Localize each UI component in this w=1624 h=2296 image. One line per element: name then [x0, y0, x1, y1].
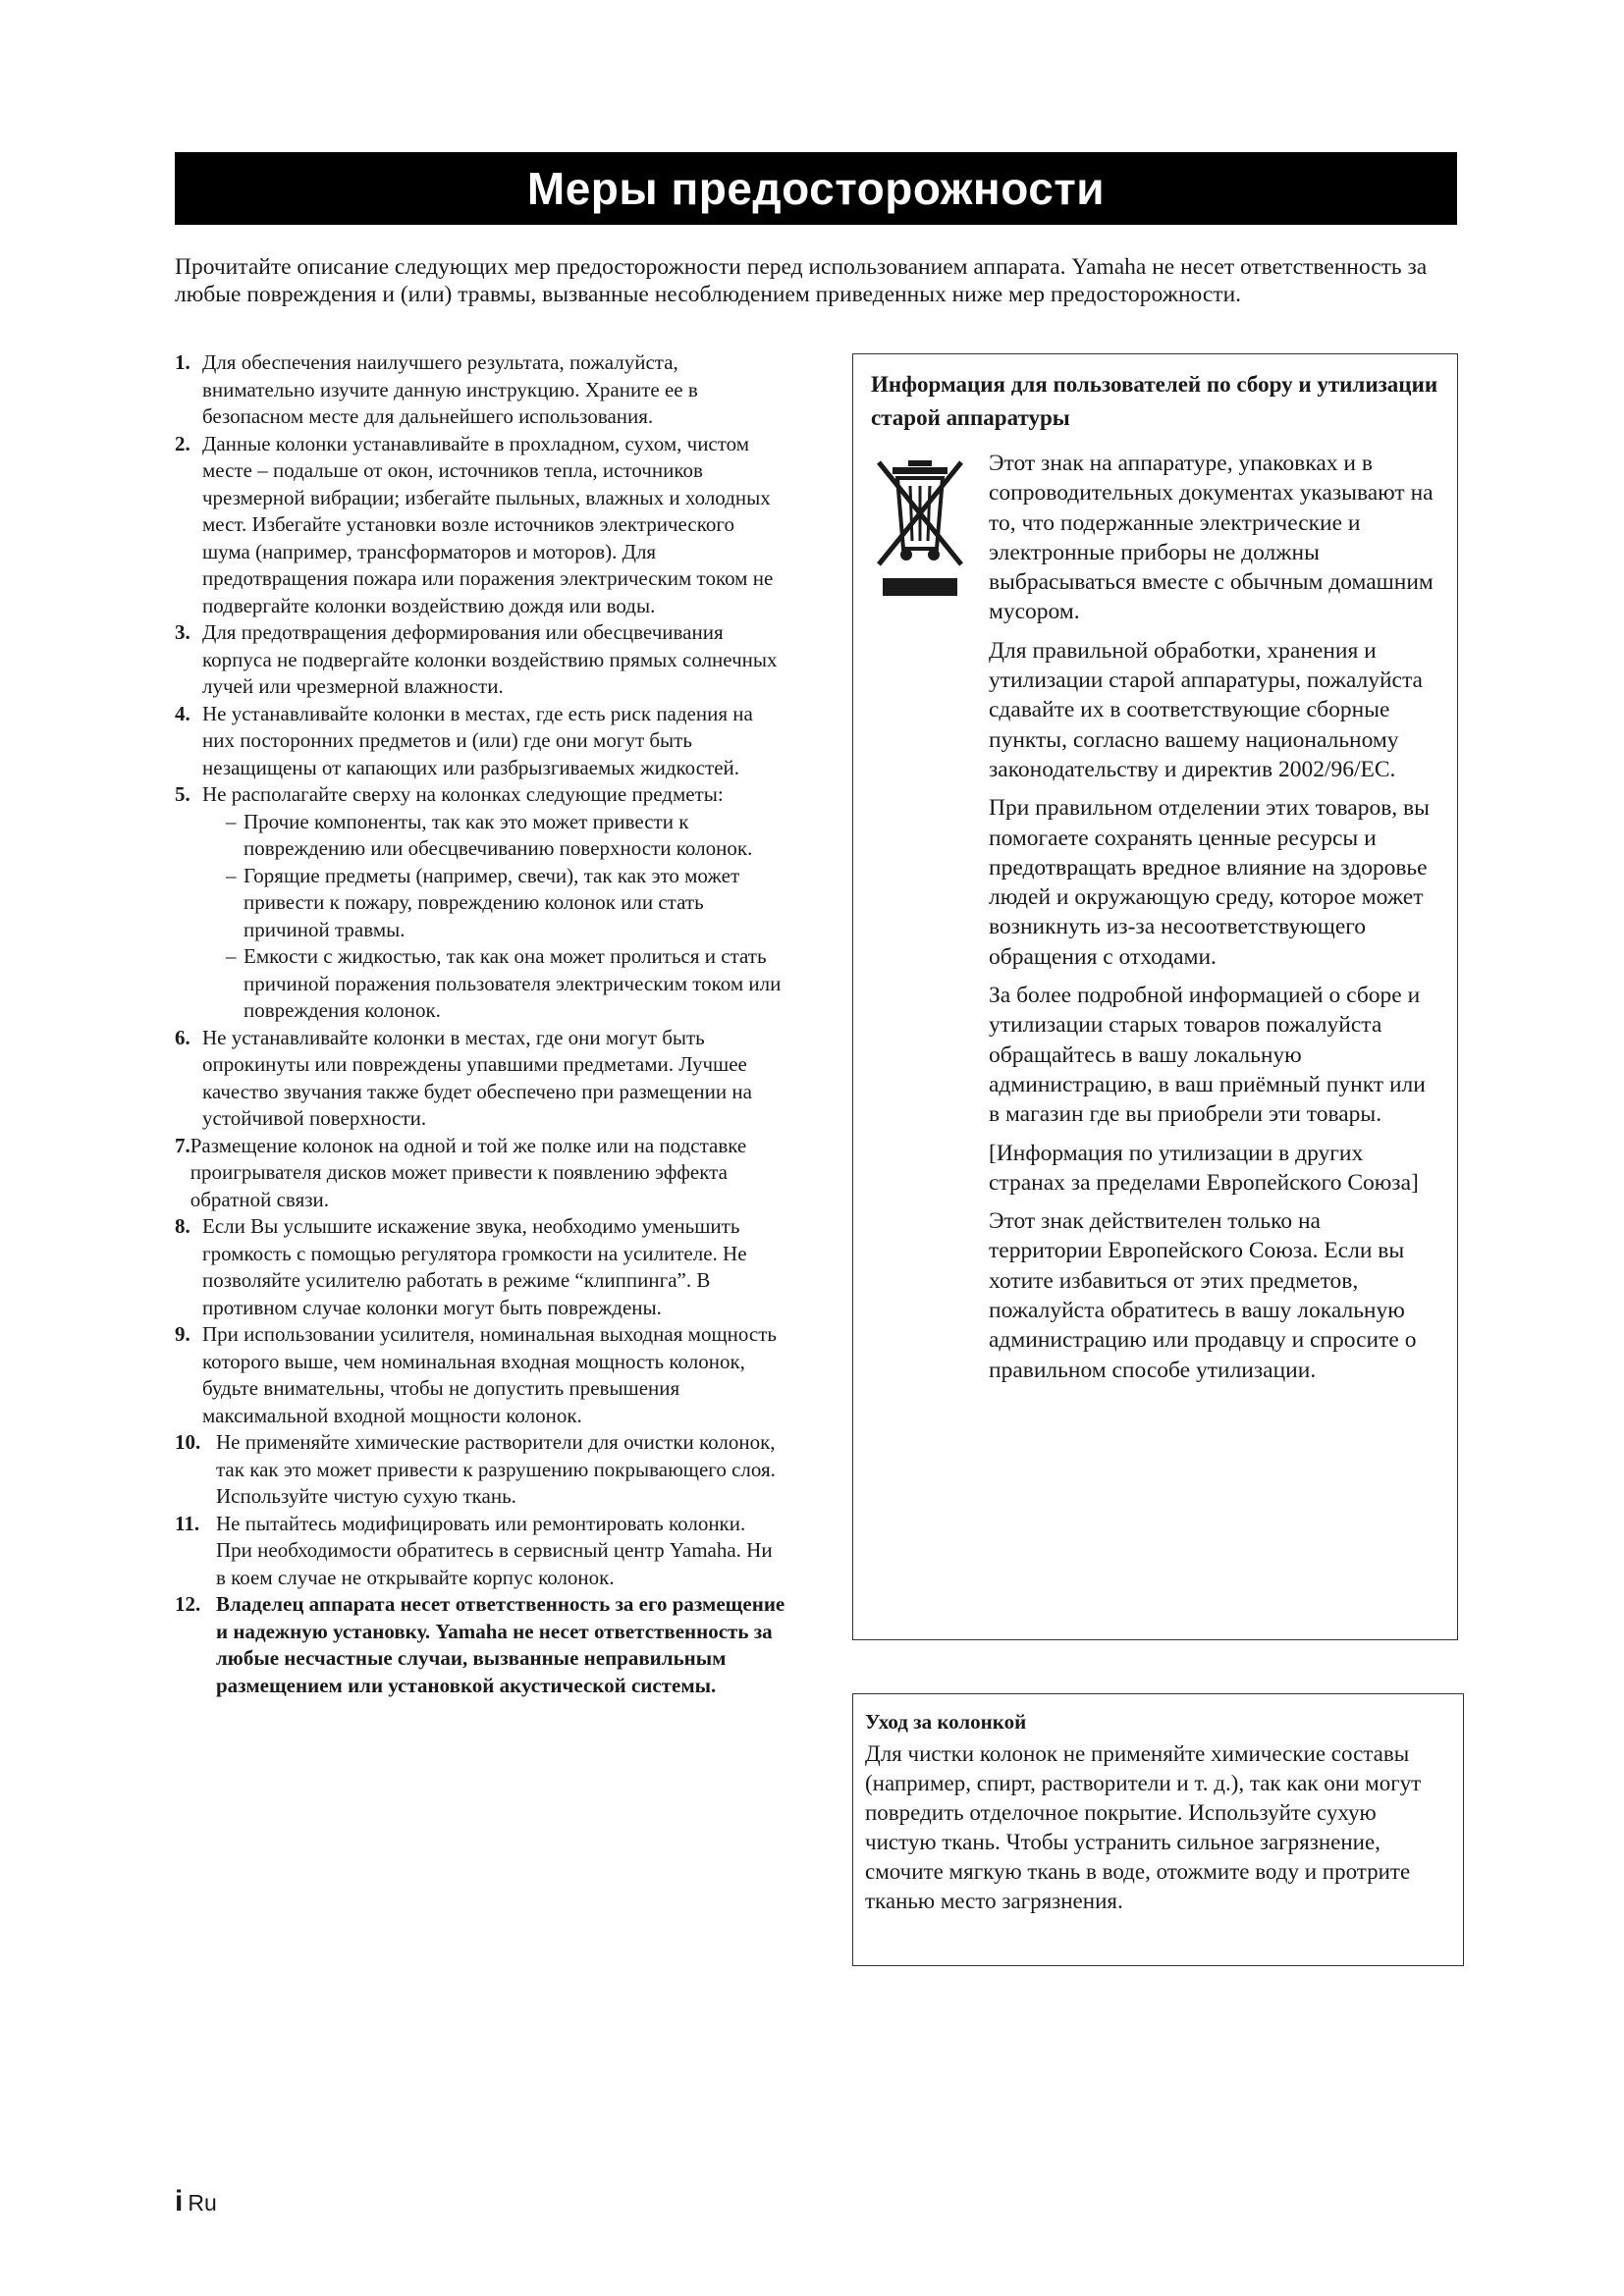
page-footer — [175, 2185, 217, 2218]
item-text: Не пытайтесь модифицировать или ремонтировать колонки. При необходимости обратитесь в сервисный центр Yamaha. Ни в коем случае не открывайте корпус колонок. — [216, 1511, 773, 1589]
sub-item — [226, 943, 785, 1025]
list-item — [175, 431, 785, 620]
item-number: 4. — [175, 701, 190, 725]
intro-paragraph: Прочитайте описание следующих мер предосторожности перед использованием аппарата. Yamaha не несет ответственность за любые повреждения и (или) травмы, вызванные несоблюдением приведенных ниже мер предосторожности. — [175, 254, 1428, 307]
list-item — [175, 619, 785, 701]
disposal-paragraph: Для правильной обработки, хранения и утилизации старой аппаратуры, пожалуйста сдавайте их в соответствующие сборные пункты, согласно вашему национальному законодательству и директив 2002/96/ЕС. — [989, 637, 1423, 782]
dash-marker: – — [226, 809, 237, 833]
item-number: 3. — [175, 620, 190, 644]
sub-item-text: Емкости с жидкостью, так как она может пролиться и стать причиной поражения пользователя электрическим током или повреждения колонок. — [244, 944, 782, 1022]
disposal-paragraph: За более подробной информацией о сборе и утилизации старых товаров пожалуйста обращайтесь в вашу локальную администрацию, в ваш приёмный пункт или в магазин где вы приобрели эти товары. — [989, 983, 1426, 1128]
page-title: Меры предосторожности — [526, 163, 1106, 214]
disposal-paragraph: [Информация по утилизации в других странах за пределами Европейского Союза] — [989, 1140, 1419, 1196]
item-text: Для обеспечения наилучшего результата, пожалуйста, внимательно изучите данную инструкцию. Храните ее в безопасном месте для дальнейшего использования. — [202, 350, 698, 428]
precautions-list — [175, 349, 785, 1699]
crossed-out-wheelie-bin-icon — [871, 454, 969, 612]
list-item — [175, 701, 785, 782]
item-text: Не устанавливайте колонки в местах, где они могут быть опрокинуты или повреждены упавшими предметами. Лучшее качество звучания также будет обеспечено при размещении на устойчивой поверхности. — [202, 1025, 752, 1130]
item-number: 7. — [175, 1133, 190, 1157]
item-number: 1. — [175, 350, 190, 374]
language-code: Ru — [188, 2190, 217, 2216]
item-text: Не устанавливайте колонки в местах, где есть риск падения на них посторонних предметов и (или) где они могут быть незащищены от капающих или разбрызгиваемых жидкостей. — [202, 701, 753, 779]
disposal-info-box — [852, 353, 1458, 1640]
sub-item — [226, 809, 785, 863]
list-item — [175, 1591, 785, 1699]
disposal-paragraphs — [989, 449, 1439, 1394]
disposal-content — [871, 449, 1439, 1394]
care-title: Уход за колонкой — [865, 1710, 1027, 1734]
disposal-paragraph: Этот знак на аппаратуре, упаковках и в сопроводительных документах указывают на то, что подержанные электрические и электронные приборы не должны выбрасываться вместе с обычным домашним мусором. — [989, 451, 1434, 625]
item-number: 9. — [175, 1322, 190, 1346]
item-number: 12. — [175, 1592, 201, 1616]
sub-list — [226, 809, 785, 1025]
sub-item-text: Прочие компоненты, так как это может привести к повреждению или обесцвечиванию поверхности колонок. — [244, 809, 753, 860]
item-text: Владелец аппарата несет ответственность за его размещение и надежную установку. Yamaha не несет ответственность за любые несчастные случаи, вызванные неправильным размещением или установкой акустической системы. — [216, 1592, 785, 1697]
sub-item — [226, 863, 785, 944]
list-item — [175, 1429, 785, 1511]
dash-marker: – — [226, 944, 237, 968]
disposal-title: Информация для пользователей по сбору и утилизации старой аппаратуры — [871, 372, 1438, 430]
disposal-paragraph: Этот знак действителен только на территории Европейского Союза. Если вы хотите избавиться от этих предметов, пожалуйста обратитесь в вашу локальную администрацию или продавцу и спросите о правильном способе утилизации. — [989, 1208, 1417, 1383]
item-text: При использовании усилителя, номинальная выходная мощность которого выше, чем номинальная входная мощность колонок, будьте внимательны, чтобы не допустить превышения максимальной входной мощности колонок. — [202, 1322, 777, 1427]
sub-item-text: Горящие предметы (например, свечи), так как это может привести к пожару, повреждению колонок или стать причиной травмы. — [244, 863, 740, 941]
list-item — [175, 1213, 785, 1321]
title-bar — [175, 152, 1457, 225]
item-number: 10. — [175, 1430, 201, 1454]
list-item — [175, 349, 785, 431]
list-item — [175, 1321, 785, 1429]
item-text: Не применяйте химические растворители для очистки колонок, так как это может привести к разрушению покрывающего слоя. Используйте чистую сухую ткань. — [216, 1430, 776, 1508]
item-number: 11. — [175, 1511, 200, 1535]
item-text: Если Вы услышите искажение звука, необходимо уменьшить громкость с помощью регулятора громкости на усилителе. Не позволяйте усилителю работать в режиме “клиппинга”. В противном случае колонки могут быть повреждены. — [202, 1214, 747, 1319]
care-text: Для чистки колонок не применяйте химические составы (например, спирт, растворители и т. д.), так как они могут повредить отделочное покрытие. Используйте сухую чистую ткань. Чтобы устранить сильное загрязнение, смочите мягкую ткань в воде, отожмите воду и протрите тканью место загрязнения. — [865, 1741, 1422, 1913]
list-item — [175, 1025, 785, 1133]
page-number: i — [175, 2185, 184, 2217]
care-info-box — [852, 1693, 1464, 1966]
item-text: Данные колонки устанавливайте в прохладном, сухом, чистом месте – подальше от окон, источников тепла, источников чрезмерной вибрации; избегайте пыльных, влажных и холодных мест. Избегайте установки возле источников электрического шума (например, трансформаторов и моторов). Для предотвращения пожара или поражения электрическим током не подвергайте колонки воздействию дождя или воды. — [202, 431, 774, 617]
list-item — [175, 1511, 785, 1592]
list-item — [175, 781, 785, 809]
item-text: Для предотвращения деформирования или обесцвечивания корпуса не подвергайте колонки воздействию прямых солнечных лучей или чрезмерной влажности. — [202, 620, 778, 698]
item-text: Размещение колонок на одной и той же полке или на подставке проигрывателя дисков может привести к появлению эффекта обратной связи. — [189, 1133, 747, 1211]
item-number: 5. — [175, 782, 190, 806]
item-text: Не располагайте сверху на колонках следующие предметы: — [202, 782, 724, 806]
disposal-paragraph: При правильном отделении этих товаров, вы помогаете сохранять ценные ресурсы и предотвращать вредное влияние на здоровье людей и окружающую среду, которое может возникнуть из-за несоответствующего обращения с отходами. — [989, 795, 1430, 970]
item-number: 8. — [175, 1214, 190, 1238]
list-item — [175, 1133, 785, 1214]
dash-marker: – — [226, 863, 237, 887]
item-number: 2. — [175, 431, 190, 455]
item-number: 6. — [175, 1025, 190, 1049]
